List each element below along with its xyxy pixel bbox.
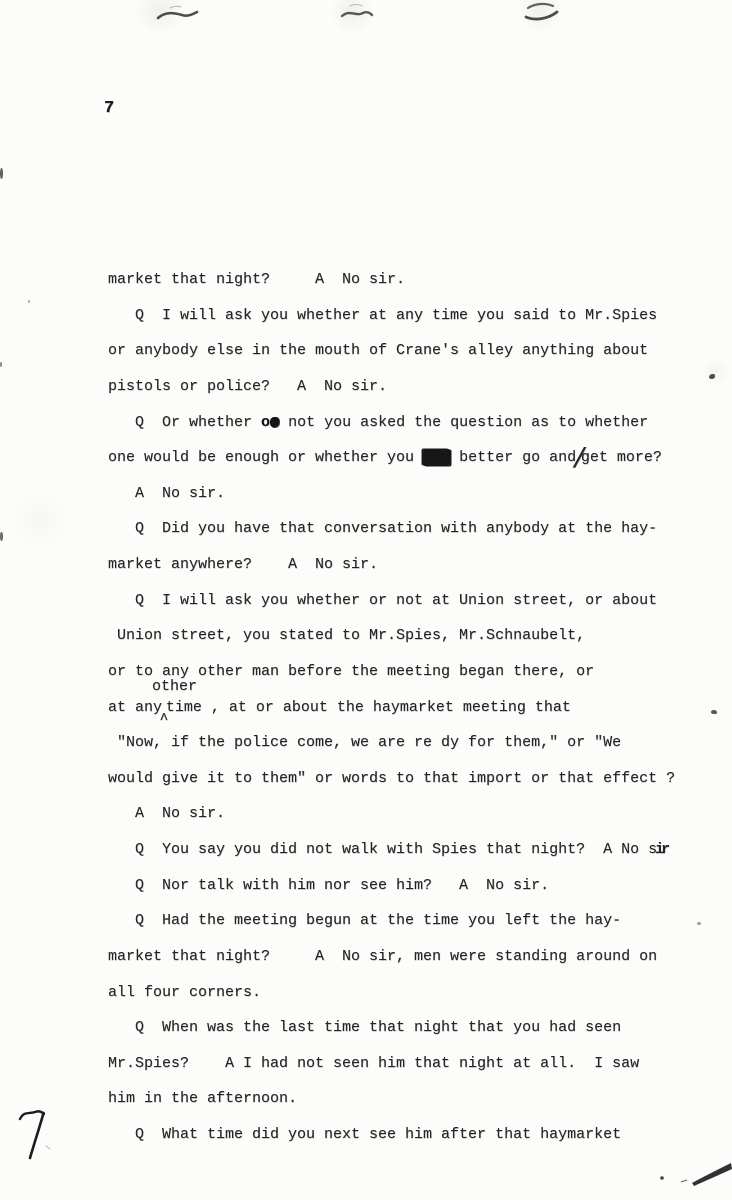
margin-speck — [697, 922, 701, 925]
page-number: 7 — [104, 99, 115, 118]
transcript-line: one would be enough or whether you had better go and/get more? — [108, 445, 662, 477]
transcript-line: or to any other man before the meeting began there, or — [108, 662, 595, 680]
transcript-line: market anywhere? A No sir. — [108, 556, 379, 573]
transcript-line: Q Nor talk with him nor see him? A No sir. — [108, 876, 550, 894]
transcript-line: "Now, if the police come, we are re dy for them," or "We — [108, 734, 622, 752]
transcript-line: at anyʌtime , at or about the haymarket meeting that — [108, 698, 571, 724]
transcript-line: Q I will ask you whether or not at Union street, or about — [108, 591, 658, 609]
transcript-line: him in the afternoon. — [108, 1090, 298, 1108]
inserted-word: other — [152, 678, 198, 695]
transcript-line: would give it to them" or words to that import or that effect ? — [108, 769, 676, 787]
ink-smudge-marks — [0, 0, 732, 36]
transcript-line: Union street, you stated to Mr.Spies, Mr.Schnaubelt, — [108, 627, 586, 645]
margin-speck — [709, 374, 715, 379]
margin-speck — [0, 532, 3, 541]
transcript — [108, 262, 724, 1153]
transcript-line: market that night? A No sir, men were standing around on — [108, 947, 658, 965]
margin-speck — [0, 362, 2, 367]
margin-speck — [711, 710, 717, 714]
transcript-line: or anybody else in the mouth of Crane's alley anything about — [108, 342, 649, 360]
transcript-line: market that night? A No sir. — [108, 271, 406, 288]
handwritten-page-number — [16, 1106, 52, 1166]
transcript-line: Q What time did you next see him after that haymarket — [108, 1126, 622, 1143]
transcript-line: Q Did you have that conversation with anybody at the hay- — [108, 520, 658, 538]
margin-speck — [28, 300, 30, 303]
transcript-line: Q Had the meeting begun at the time you left the hay- — [108, 912, 622, 930]
transcript-line: Mr.Spies? A I had not seen him that night at all. I saw — [108, 1054, 640, 1072]
transcript-line: Q I will ask you whether at any time you said to Mr.Spies — [108, 306, 658, 324]
margin-speck — [0, 168, 3, 179]
transcript-line: A No sir. — [108, 805, 226, 823]
transcript-line: pistols or police? A No sir. — [108, 377, 388, 395]
transcript-line: Q When was the last time that night that you had seen — [108, 1019, 622, 1037]
transcript-line: A No sir. — [108, 484, 226, 502]
transcript-line: Q You say you did not walk with Spies that night? A No sir — [108, 841, 668, 858]
transcript-line: all four corners. — [108, 983, 262, 1001]
transcript-line: Q Or whether or not you asked the question as to whether — [108, 412, 649, 431]
ink-stroke-bottom-right — [637, 1152, 732, 1200]
